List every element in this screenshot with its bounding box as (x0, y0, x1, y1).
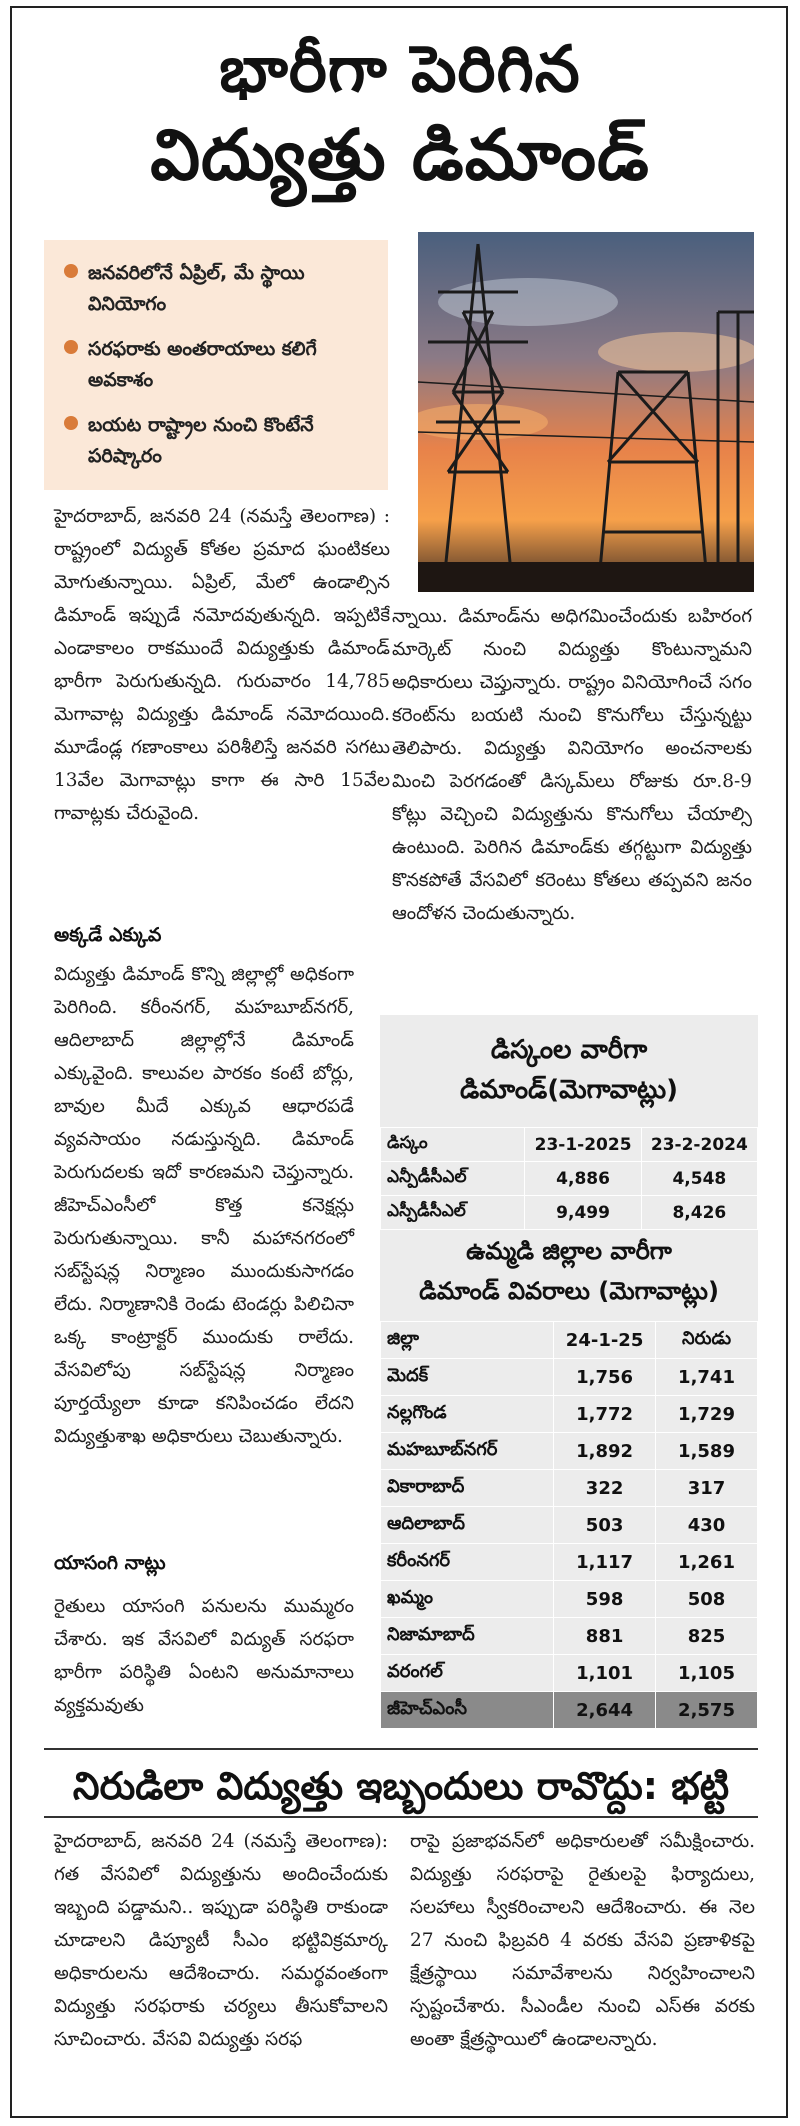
headline-line-2: విద్యుత్తు డిమాండ్ (150, 114, 650, 196)
row-value: 503 (554, 1507, 656, 1544)
row-label: వికారాబాద్ (381, 1470, 554, 1507)
row-value: 1,589 (656, 1433, 758, 1470)
row-value: 1,729 (656, 1396, 758, 1433)
table-row (381, 1544, 758, 1581)
row-label: నిజామాబాద్ (381, 1618, 554, 1655)
article-2-headline: నిరుడిలా విద్యుత్తు ఇబ్బందులు రావొద్దు: భట్టి (72, 1764, 730, 1808)
row-value: 508 (656, 1581, 758, 1618)
highlight-text: బయట రాష్ట్రాల నుంచి కొంటేనే పరిష్కారం (88, 414, 314, 467)
row-label: నల్లగొండ (381, 1396, 554, 1433)
row-value: 4,548 (641, 1162, 757, 1196)
table-row (381, 1507, 758, 1544)
row-value: 2,575 (656, 1692, 758, 1729)
row-value: 1,741 (656, 1359, 758, 1396)
table-row (381, 1162, 758, 1196)
section-2-paragraph: రైతులు యాసంగి పనులను ముమ్మరం చేశారు. ఇక వేసవిలో విద్యుత్ సరఫరా భారీగా పరిస్థితి ఏంటని అనుమానాలు వ్యక్తమవుతు (54, 1596, 354, 1716)
row-label: మహబూబ్‌నగర్ (381, 1433, 554, 1470)
table-header-row (381, 1128, 758, 1162)
table-row (381, 1581, 758, 1618)
bullet-icon (64, 416, 78, 430)
section-1-paragraph: విద్యుత్తు డిమాండ్ కొన్ని జిల్లాల్లో అధికంగా పెరిగింది. కరీంనగర్, మహబూబ్‌నగర్, ఆదిలాబాద్ జిల్లాల్లోనే డిమాండ్ ఎక్కువైంది. కాలువల పారకం కంటే బోర్లు, బావుల మీదే ఎక్కువ ఆధారపడే వ్యవసాయం నడుస్తున్నది. డిమాండ్ పెరుగుదలకు ఇదో కారణమని చెప్తున్నారు. జీహెచ్ఎంసీలో కొత్త కనెక్షన్లు పెరుగుతున్నాయి. కానీ మహానగరంలో సబ్‌స్టేషన్ల నిర్మాణం ముందుకుసాగడం లేదు. నిర్మాణానికి రెండు టెండర్లు పిలిచినా ఒక్క కాంట్రాక్టర్ ముందుకు రాలేదు. వేసవిలోపు సబ్‌స్టేషన్ల నిర్మాణం పూర్తయ్యేలా కూడా కనిపించడం లేదని విద్యుత్తుశాఖ అధికారులు చెబుతున్నారు. (54, 964, 354, 1447)
row-label: ఆదిలాబాద్ (381, 1507, 554, 1544)
row-value: 1,101 (554, 1655, 656, 1692)
discom-demand-table (380, 1127, 758, 1230)
highlights-box (44, 240, 388, 490)
row-value: 1,117 (554, 1544, 656, 1581)
row-value: 1,261 (656, 1544, 758, 1581)
row-label: ఎస్పీడీసీఎల్ (381, 1196, 525, 1230)
row-value: 8,426 (641, 1196, 757, 1230)
header-cell: 23-1-2025 (525, 1128, 641, 1162)
power-tower-photo (418, 232, 754, 592)
headline-line-1: భారీగా పెరిగిన (219, 33, 581, 107)
row-value: 317 (656, 1470, 758, 1507)
section-1-body (54, 958, 354, 1453)
row-label: జీహెచ్ఎంసీ (381, 1692, 554, 1729)
row-label: మెదక్ (381, 1359, 554, 1396)
table-header-row (381, 1322, 758, 1359)
header-cell: జిల్లా (381, 1322, 554, 1359)
table-2-title-2: డిమాండ్ వివరాలు (మెగావాట్లు) (419, 1277, 719, 1305)
table-row (381, 1655, 758, 1692)
row-label: కరీంనగర్ (381, 1544, 554, 1581)
table-1-title-2: డిమాండ్(మెగావాట్లు) (460, 1075, 678, 1105)
section-2-body (54, 1590, 354, 1722)
row-value: 430 (656, 1507, 758, 1544)
table-row (381, 1433, 758, 1470)
section-heading: అక్కడే ఎక్కువ (54, 924, 162, 946)
highlight-text: జనవరిలోనే ఏప్రిల్, మే స్థాయి వినియోగం (88, 262, 305, 315)
power-tower-illustration (418, 232, 754, 592)
row-value: 1,772 (554, 1396, 656, 1433)
row-value: 1,105 (656, 1655, 758, 1692)
header-cell: 23-2-2024 (641, 1128, 757, 1162)
header-cell: డిస్కం (381, 1128, 525, 1162)
demand-tables-box (380, 1015, 758, 1721)
row-value: 4,886 (525, 1162, 641, 1196)
table-row (381, 1470, 758, 1507)
bullet-icon (64, 340, 78, 354)
row-value: 825 (656, 1618, 758, 1655)
table-row (381, 1618, 758, 1655)
row-value: 598 (554, 1581, 656, 1618)
table-row (381, 1196, 758, 1230)
row-value: 1,756 (554, 1359, 656, 1396)
table-row (381, 1396, 758, 1433)
header-cell: 24-1-25 (554, 1322, 656, 1359)
table-row (381, 1359, 758, 1396)
section-divider (44, 1748, 758, 1750)
bullet-icon (64, 264, 78, 278)
article-2-paragraph-2: రాపై ప్రజాభవన్‌లో అధికారులతో సమీక్షించారు. విద్యుత్తు సరఫరాపై రైతులపై ఫిర్యాదులు, సలహాలు స్వీకరించాలని ఆదేశించారు. ఈ నెల 27 నుంచి ఫిబ్రవరి 4 వరకు వేసవి ప్రణాళికపై క్షేత్రస్థాయి సమావేశాలను నిర్వహించాలని స్పష్టంచేశారు. సీఎండీల నుంచి ఎస్ఈ వరకు అంతా క్షేత్రస్థాయిలో ఉండాలన్నారు. (410, 1831, 755, 2050)
highlight-item (62, 258, 374, 320)
column-2-paragraph: న్నాయి. డిమాండ్‌ను అధిగమించేందుకు బహిరంగ మార్కెట్ నుంచి విద్యుత్తు కొంటున్నామని అధికారులు చెప్తున్నారు. రాష్ట్రం వినియోగించే సగం కరెంట్‌ను బయటి నుంచి కొనుగోలు చేస్తున్నట్టు తెలిపారు. విద్యుత్తు వినియోగం అంచనాలకు మించి పెరగడంతో డిస్కమ్‌లు రోజుకు రూ.8-9 కోట్లు వెచ్చించి విద్యుత్తును కొనుగోలు చేయాల్సి ఉంటుంది. పెరిగిన డిమాండ్‌కు తగ్గట్టుగా విద్యుత్తు కొనకపోతే వేసవిలో కరెంటు కోతలు తప్పవని జనం ఆందోళన చెందుతున్నారు. (392, 606, 752, 924)
row-value: 881 (554, 1618, 656, 1655)
section-divider (44, 1816, 758, 1818)
table-total-row (381, 1692, 758, 1729)
row-value: 1,892 (554, 1433, 656, 1470)
district-demand-table (380, 1321, 758, 1729)
row-label: వరంగల్ (381, 1655, 554, 1692)
row-value: 322 (554, 1470, 656, 1507)
row-label: ఎన్పీడీసీఎల్ (381, 1162, 525, 1196)
article-intro (54, 500, 390, 830)
highlight-item (62, 410, 374, 472)
header-cell: నిరుడు (656, 1322, 758, 1359)
highlight-text: సరఫరాకు అంతరాయాలు కలిగే అవకాశం (88, 338, 317, 391)
highlight-item (62, 334, 374, 396)
article-2-column-2 (410, 1825, 755, 2056)
table-2-title-1: ఉమ్మడి జిల్లాల వారీగా (466, 1237, 672, 1265)
table-1-title-1: డిస్కంల వారీగా (490, 1035, 648, 1065)
row-value: 2,644 (554, 1692, 656, 1729)
intro-paragraph: హైదరాబాద్, జనవరి 24 (నమస్తే తెలంగాణ) : రాష్ట్రంలో విద్యుత్ కోతల ప్రమాద ఘంటికలు మోగుతున్నాయి. ఏప్రిల్, మేలో ఉండాల్సిన డిమాండ్ ఇప్పుడే నమోదవుతున్నది. ఇప్పటికే ఎండాకాలం రాకముందే విద్యుత్తుకు డిమాండ్ భారీగా పెరుగుతున్నది. గురువారం 14,785 మెగావాట్ల విద్యుత్తు డిమాండ్ నమోదయింది. మూడేండ్ల గణాంకాలు పరిశీలిస్తే జనవరి సగటు 13వేల మెగావాట్లు కాగా ఈ సారి 15వేల గావాట్లకు చేరువైంది. (54, 506, 390, 824)
article-2-paragraph-1: హైదరాబాద్, జనవరి 24 (నమస్తే తెలంగాణ): గత వేసవిలో విద్యుత్తును అందించేందుకు ఇబ్బంది పడ్డామని.. ఇప్పుడా పరిస్థితి రాకుండా చూడాలని డిప్యూటీ సీఎం భట్టివిక్రమార్క అధికారులను ఆదేశించారు. సమర్థవంతంగా విద్యుత్తు సరఫరాకు చర్యలు తీసుకోవాలని సూచించారు. వేసవి విద్యుత్తు సరఫ (54, 1831, 388, 2050)
row-value: 9,499 (525, 1196, 641, 1230)
article-column-2 (392, 600, 752, 930)
row-label: ఖమ్మం (381, 1581, 554, 1618)
section-heading: యాసంగి నాట్లు (54, 1552, 166, 1574)
article-2-column-1 (54, 1825, 388, 2056)
